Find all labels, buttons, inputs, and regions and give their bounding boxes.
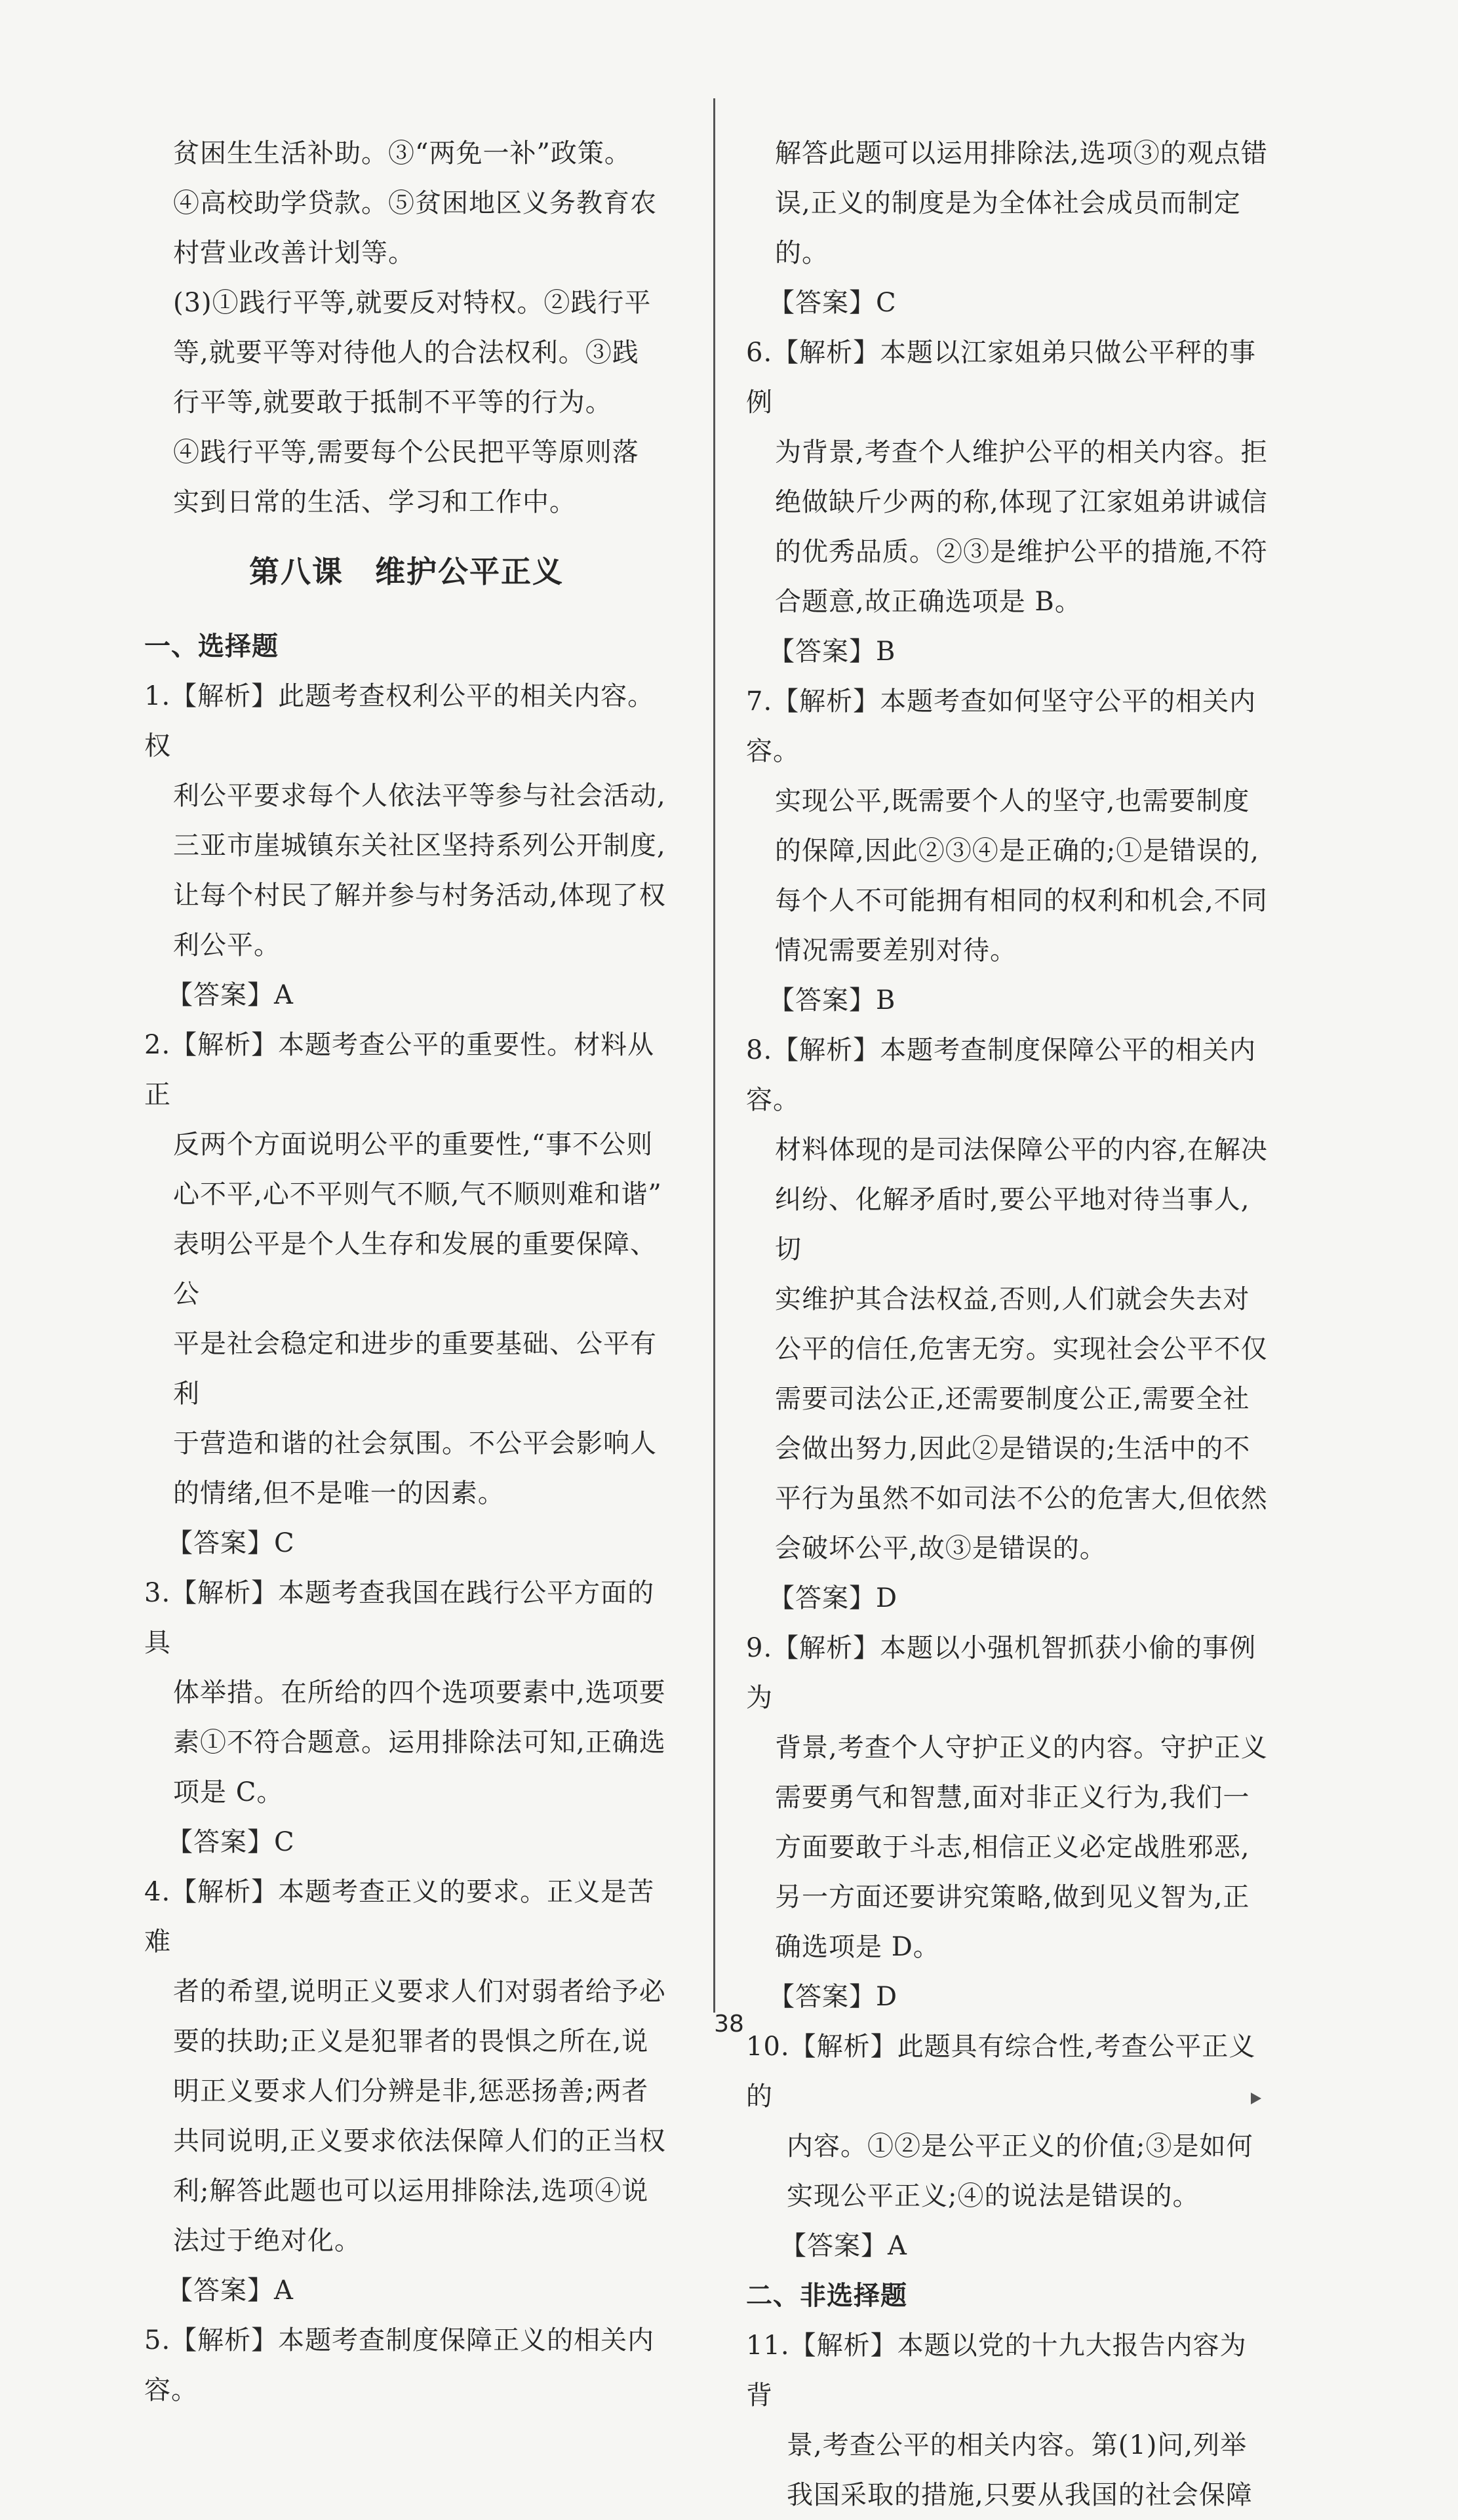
question-line: 于营造和谐的社会氛围。不公平会影响人 xyxy=(173,1428,657,1459)
question-line: 景,考查公平的相关内容。第(1)问,列举 xyxy=(787,2430,1248,2460)
question-8 xyxy=(746,1025,1271,1623)
section-heading-choice: 一、选择题 xyxy=(144,631,279,661)
question-line: 明正义要求人们分辨是非,惩恶扬善;两者 xyxy=(173,2076,649,2106)
question-line: 绝做缺斤少两的称,体现了江家姐弟讲诚信 xyxy=(775,487,1268,517)
corner-mark-icon xyxy=(1251,2093,1261,2104)
question-line: 4.【解析】本题考查正义的要求。正义是苦难 xyxy=(144,1877,655,1957)
question-line: 利;解答此题也可以运用排除法,选项④说 xyxy=(173,2176,649,2206)
question-line: 实维护其合法权益,否则,人们就会失去对 xyxy=(775,1284,1250,1314)
question-line: 素①不符合题意。运用排除法可知,正确选 xyxy=(173,1727,666,1758)
question-line: 9.【解析】本题以小强机智抓获小偷的事例为 xyxy=(746,1633,1257,1713)
question-line: 误,正义的制度是为全体社会成员而制定的。 xyxy=(775,188,1241,268)
question-line: 8.【解析】本题考查制度保障公平的相关内容。 xyxy=(746,1035,1257,1115)
previous-answer-continuation xyxy=(144,128,669,527)
question-line: 会做出努力,因此②是错误的;生活中的不 xyxy=(775,1434,1251,1464)
answer-line: 【答案】D xyxy=(768,1982,898,2012)
answer-line: 【答案】C xyxy=(768,288,897,318)
question-line: 项是 C。 xyxy=(173,1777,284,1807)
question-line: 实现公平,既需要个人的坚守,也需要制度 xyxy=(775,786,1250,816)
question-line: 7.【解析】本题考查如何坚守公平的相关内容。 xyxy=(746,686,1257,766)
question-line: 确选项是 D。 xyxy=(775,1932,940,1962)
right-column xyxy=(746,128,1271,2520)
question-line: 公平的信任,危害无穷。实现社会公平不仅 xyxy=(775,1334,1268,1364)
lesson-title: 第八课 维护公平正义 xyxy=(249,554,564,589)
question-line: 1.【解析】此题考查权利公平的相关内容。权 xyxy=(144,681,655,761)
text-line: 等,就要平等对待他人的合法权利。③践 xyxy=(173,338,639,368)
question-line: 表明公平是个人生存和发展的重要保障、公 xyxy=(173,1229,657,1309)
answer-line: 【答案】A xyxy=(167,980,294,1010)
section-heading-nonchoice: 二、非选择题 xyxy=(746,2280,907,2311)
question-line: 三亚市崖城镇东关社区坚持系列公开制度, xyxy=(173,831,666,861)
question-line: 内容。①②是公平正义的价值;③是如何 xyxy=(787,2131,1253,2161)
question-line: 需要勇气和智慧,面对非正义行为,我们一 xyxy=(775,1782,1250,1813)
answer-line: 【答案】C xyxy=(167,1528,295,1558)
question-line: 让每个村民了解并参与村务活动,体现了权 xyxy=(173,880,666,911)
question-1 xyxy=(144,671,669,1020)
question-10 xyxy=(746,2022,1271,2271)
question-9 xyxy=(746,1623,1271,2022)
question-line: 5.【解析】本题考查制度保障正义的相关内容。 xyxy=(144,2325,655,2405)
question-line: 利公平。 xyxy=(173,930,281,960)
page-number: 38 xyxy=(714,2011,744,2038)
question-line: 利公平要求每个人依法平等参与社会活动, xyxy=(173,781,666,811)
question-line: 平行为虽然不如司法不公的危害大,但依然 xyxy=(775,1484,1268,1514)
question-line: 解答此题可以运用排除法,选项③的观点错 xyxy=(775,138,1268,168)
question-line: 平是社会稳定和进步的重要基础、公平有利 xyxy=(173,1329,657,1409)
question-line: 实现公平正义;④的说法是错误的。 xyxy=(787,2181,1200,2211)
question-3 xyxy=(144,1568,669,1867)
question-4 xyxy=(144,1867,669,2315)
question-line: 法过于绝对化。 xyxy=(173,2226,361,2256)
question-line: 方面要敢于斗志,相信正义必定战胜邪恶, xyxy=(775,1832,1250,1862)
question-11 xyxy=(746,2321,1271,2520)
question-line: 的情绪,但不是唯一的因素。 xyxy=(173,1478,505,1508)
left-column xyxy=(144,128,669,2415)
text-line: ④高校助学贷款。⑤贫困地区义务教育农 xyxy=(173,188,657,218)
question-line: 合题意,故正确选项是 B。 xyxy=(775,587,1082,617)
question-line: 需要司法公正,还需要制度公正,需要全社 xyxy=(775,1384,1250,1414)
question-line: 3.【解析】本题考查我国在践行公平方面的具 xyxy=(144,1578,655,1658)
question-line: 者的希望,说明正义要求人们对弱者给予必 xyxy=(173,1977,666,2007)
question-line: 背景,考查个人守护正义的内容。守护正义 xyxy=(775,1733,1268,1763)
text-line: ④践行平等,需要每个公民把平等原则落 xyxy=(173,437,639,467)
answer-line: 【答案】C xyxy=(167,1827,295,1857)
question-line: 的优秀品质。②③是维护公平的措施,不符 xyxy=(775,537,1268,567)
answer-line: 【答案】A xyxy=(780,2231,907,2261)
text-line: 贫困生生活补助。③“两免一补”政策。 xyxy=(173,138,631,168)
question-6 xyxy=(746,328,1271,677)
question-5-start xyxy=(144,2315,669,2415)
question-line: 心不平,心不平则气不顺,气不顺则难和谐” xyxy=(173,1179,662,1210)
question-5-continuation xyxy=(746,128,1271,328)
question-line: 6.【解析】本题以江家姐弟只做公平秤的事例 xyxy=(746,338,1257,418)
question-line: 11.【解析】本题以党的十九大报告内容为背 xyxy=(746,2331,1247,2411)
question-line: 为背景,考查个人维护公平的相关内容。拒 xyxy=(775,437,1268,467)
question-line: 每个人不可能拥有相同的权利和机会,不同 xyxy=(775,886,1268,916)
column-divider xyxy=(713,98,715,2013)
question-line: 体举措。在所给的四个选项要素中,选项要 xyxy=(173,1678,666,1708)
question-line: 反两个方面说明公平的重要性,“事不公则 xyxy=(173,1130,654,1160)
question-line: 要的扶助;正义是犯罪者的畏惧之所在,说 xyxy=(173,2026,649,2057)
question-line: 情况需要差别对待。 xyxy=(775,935,1017,966)
question-line: 另一方面还要讲究策略,做到见义智为,正 xyxy=(775,1882,1250,1912)
question-line: 会破坏公平,故③是错误的。 xyxy=(775,1533,1107,1564)
question-line: 的保障,因此②③④是正确的;①是错误的, xyxy=(775,836,1259,866)
question-line: 纠纷、化解矛盾时,要公平地对待当事人,切 xyxy=(775,1185,1250,1265)
text-line: 行平等,就要敢于抵制不平等的行为。 xyxy=(173,387,612,418)
answer-line: 【答案】D xyxy=(768,1583,898,1613)
answer-line: 【答案】B xyxy=(768,985,896,1015)
question-line: 共同说明,正义要求依法保障人们的正当权 xyxy=(173,2126,666,2156)
question-line: 材料体现的是司法保障公平的内容,在解决 xyxy=(775,1135,1268,1165)
question-2 xyxy=(144,1020,669,1568)
text-line: (3)①践行平等,就要反对特权。②践行平 xyxy=(173,288,652,318)
text-line: 实到日常的生活、学习和工作中。 xyxy=(173,487,576,517)
question-line: 2.【解析】本题考查公平的重要性。材料从正 xyxy=(144,1030,655,1110)
question-line: 我国采取的措施,只要从我国的社会保障 xyxy=(787,2480,1253,2510)
answer-line: 【答案】A xyxy=(167,2275,294,2306)
question-line: 10.【解析】此题具有综合性,考查公平正义的 xyxy=(746,2032,1256,2112)
question-7 xyxy=(746,677,1271,1025)
answer-line: 【答案】B xyxy=(768,637,896,667)
text-line: 村营业改善计划等。 xyxy=(173,238,415,268)
